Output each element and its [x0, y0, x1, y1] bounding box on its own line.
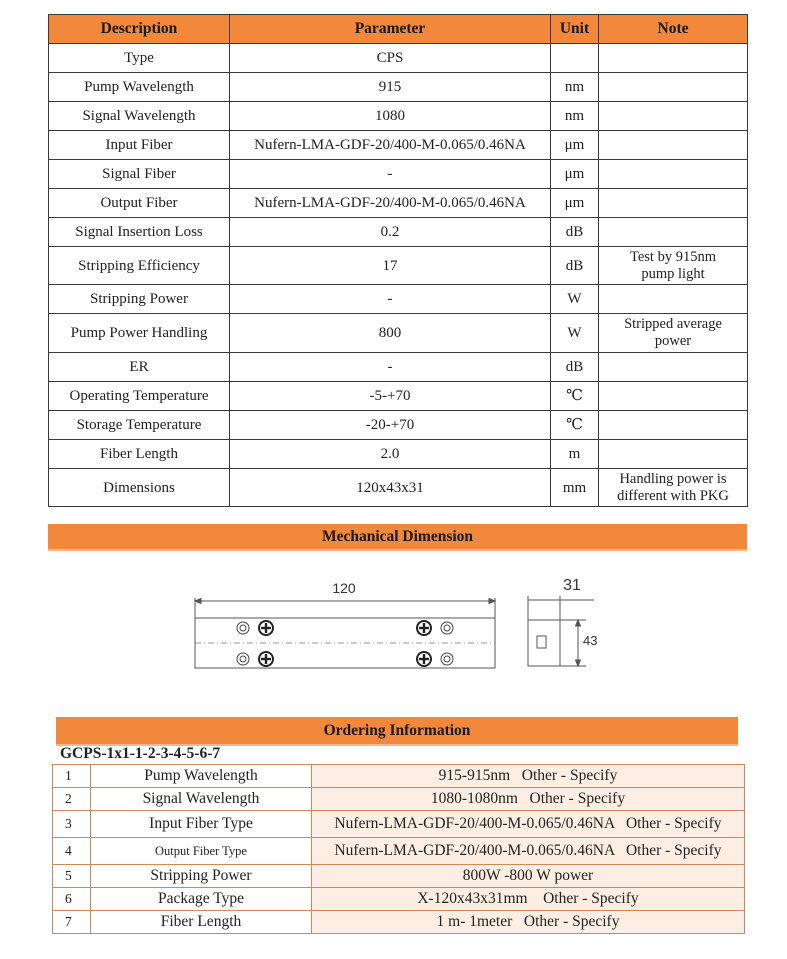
spec-note — [599, 102, 748, 131]
spec-unit: W — [551, 285, 599, 314]
table-row — [49, 160, 748, 189]
spec-parameter: 2.0 — [230, 440, 551, 469]
header-unit: Unit — [551, 15, 599, 44]
spec-description: Stripping Power — [49, 285, 230, 314]
spec-parameter: - — [230, 285, 551, 314]
order-options: 1 m- 1meter Other - Specify — [312, 911, 745, 934]
header-note: Note — [599, 15, 748, 44]
order-options: 915-915nm Other - Specify — [312, 765, 745, 788]
table-row — [49, 247, 748, 285]
mechanical-drawing — [0, 560, 787, 680]
note-line: power — [654, 333, 692, 349]
spec-unit: nm — [551, 102, 599, 131]
note-line: different with PKG — [617, 487, 729, 504]
table-row — [49, 102, 748, 131]
spec-parameter: 0.2 — [230, 218, 551, 247]
spec-note — [599, 189, 748, 218]
order-index: 7 — [53, 911, 91, 934]
spec-unit: dB — [551, 247, 599, 285]
side-view — [528, 596, 594, 666]
spec-note — [599, 469, 748, 507]
spec-description: Operating Temperature — [49, 382, 230, 411]
order-field-name: Stripping Power — [91, 865, 312, 888]
spec-unit: W — [551, 314, 599, 353]
ordering-information-title: Ordering Information — [56, 717, 738, 746]
spec-parameter: 915 — [230, 73, 551, 102]
height-label: 43 — [583, 633, 598, 648]
spec-unit: mm — [551, 469, 599, 507]
spec-unit: μm — [551, 131, 599, 160]
spec-description: Dimensions — [49, 469, 230, 507]
order-field-name: Package Type — [91, 888, 312, 911]
mechanical-dimension-title: Mechanical Dimension — [48, 524, 747, 551]
ordering-code: GCPS-1x1-1-2-3-4-5-6-7 — [60, 745, 221, 762]
table-row — [49, 131, 748, 160]
order-options: Nufern-LMA-GDF-20/400-M-0.065/0.46NA Other - Specify — [312, 838, 745, 865]
order-index: 2 — [53, 788, 91, 811]
order-field-name: Signal Wavelength — [91, 788, 312, 811]
spec-note — [599, 382, 748, 411]
spec-parameter: 120x43x31 — [230, 469, 551, 507]
spec-description: Signal Wavelength — [49, 102, 230, 131]
spec-description: Storage Temperature — [49, 411, 230, 440]
spec-note — [599, 353, 748, 382]
note-line: pump light — [641, 265, 705, 282]
spec-description: Input Fiber — [49, 131, 230, 160]
table-row — [49, 314, 748, 353]
table-row — [49, 285, 748, 314]
spec-parameter: CPS — [230, 44, 551, 73]
spec-note — [599, 218, 748, 247]
table-row — [49, 411, 748, 440]
table-row — [49, 218, 748, 247]
width-label: 31 — [563, 577, 581, 594]
table-row — [53, 838, 745, 865]
spec-note — [599, 440, 748, 469]
length-label: 120 — [332, 580, 356, 596]
spec-parameter: Nufern-LMA-GDF-20/400-M-0.065/0.46NA — [230, 131, 551, 160]
order-index: 3 — [53, 811, 91, 838]
order-options: 1080-1080nm Other - Specify — [312, 788, 745, 811]
spec-unit: dB — [551, 353, 599, 382]
table-row — [49, 382, 748, 411]
spec-note — [599, 160, 748, 189]
table-row — [53, 865, 745, 888]
table-row — [53, 788, 745, 811]
spec-unit — [551, 44, 599, 73]
spec-header-row — [49, 15, 748, 44]
spec-note — [599, 314, 748, 353]
spec-unit: dB — [551, 218, 599, 247]
spec-description: Output Fiber — [49, 189, 230, 218]
spec-unit: m — [551, 440, 599, 469]
spec-parameter: -20-+70 — [230, 411, 551, 440]
spec-description: Signal Insertion Loss — [49, 218, 230, 247]
ordering-table — [52, 764, 745, 934]
table-row — [49, 44, 748, 73]
header-parameter: Parameter — [230, 15, 551, 44]
spec-description: Pump Wavelength — [49, 73, 230, 102]
note-line: Handling power is — [619, 470, 727, 487]
spec-description: Type — [49, 44, 230, 73]
table-row — [49, 469, 748, 507]
spec-note — [599, 73, 748, 102]
table-row — [53, 811, 745, 838]
table-row — [53, 888, 745, 911]
spec-unit: ℃ — [551, 382, 599, 411]
order-index: 6 — [53, 888, 91, 911]
order-index: 5 — [53, 865, 91, 888]
spec-unit: μm — [551, 160, 599, 189]
order-field-name: Input Fiber Type — [91, 811, 312, 838]
spec-unit: μm — [551, 189, 599, 218]
order-field-name: Output Fiber Type — [91, 838, 312, 865]
spec-description: Stripping Efficiency — [49, 247, 230, 285]
table-row — [49, 353, 748, 382]
spec-unit: ℃ — [551, 411, 599, 440]
order-field-name: Pump Wavelength — [91, 765, 312, 788]
table-row — [49, 440, 748, 469]
table-row — [53, 765, 745, 788]
order-options: 800W -800 W power — [312, 865, 745, 888]
spec-unit: nm — [551, 73, 599, 102]
note-line: Stripped average — [624, 316, 722, 332]
order-options: X-120x43x31mm Other - Specify — [312, 888, 745, 911]
spec-parameter: 17 — [230, 247, 551, 285]
spec-parameter: - — [230, 353, 551, 382]
spec-parameter: - — [230, 160, 551, 189]
spec-description: Fiber Length — [49, 440, 230, 469]
spec-note — [599, 44, 748, 73]
spec-note — [599, 411, 748, 440]
note-line: Test by 915nm — [630, 248, 716, 265]
table-row — [49, 189, 748, 218]
spec-description: Signal Fiber — [49, 160, 230, 189]
spec-description: ER — [49, 353, 230, 382]
table-row — [53, 911, 745, 934]
spec-note — [599, 285, 748, 314]
spec-parameter: Nufern-LMA-GDF-20/400-M-0.065/0.46NA — [230, 189, 551, 218]
spec-note — [599, 247, 748, 285]
spec-note — [599, 131, 748, 160]
header-description: Description — [49, 15, 230, 44]
order-options: Nufern-LMA-GDF-20/400-M-0.065/0.46NA Other - Specify — [312, 811, 745, 838]
spec-parameter: -5-+70 — [230, 382, 551, 411]
order-index: 1 — [53, 765, 91, 788]
specification-table — [48, 14, 748, 507]
order-index: 4 — [53, 838, 91, 865]
spec-description: Pump Power Handling — [49, 314, 230, 353]
order-field-name: Fiber Length — [91, 911, 312, 934]
spec-parameter: 1080 — [230, 102, 551, 131]
table-row — [49, 73, 748, 102]
spec-parameter: 800 — [230, 314, 551, 353]
